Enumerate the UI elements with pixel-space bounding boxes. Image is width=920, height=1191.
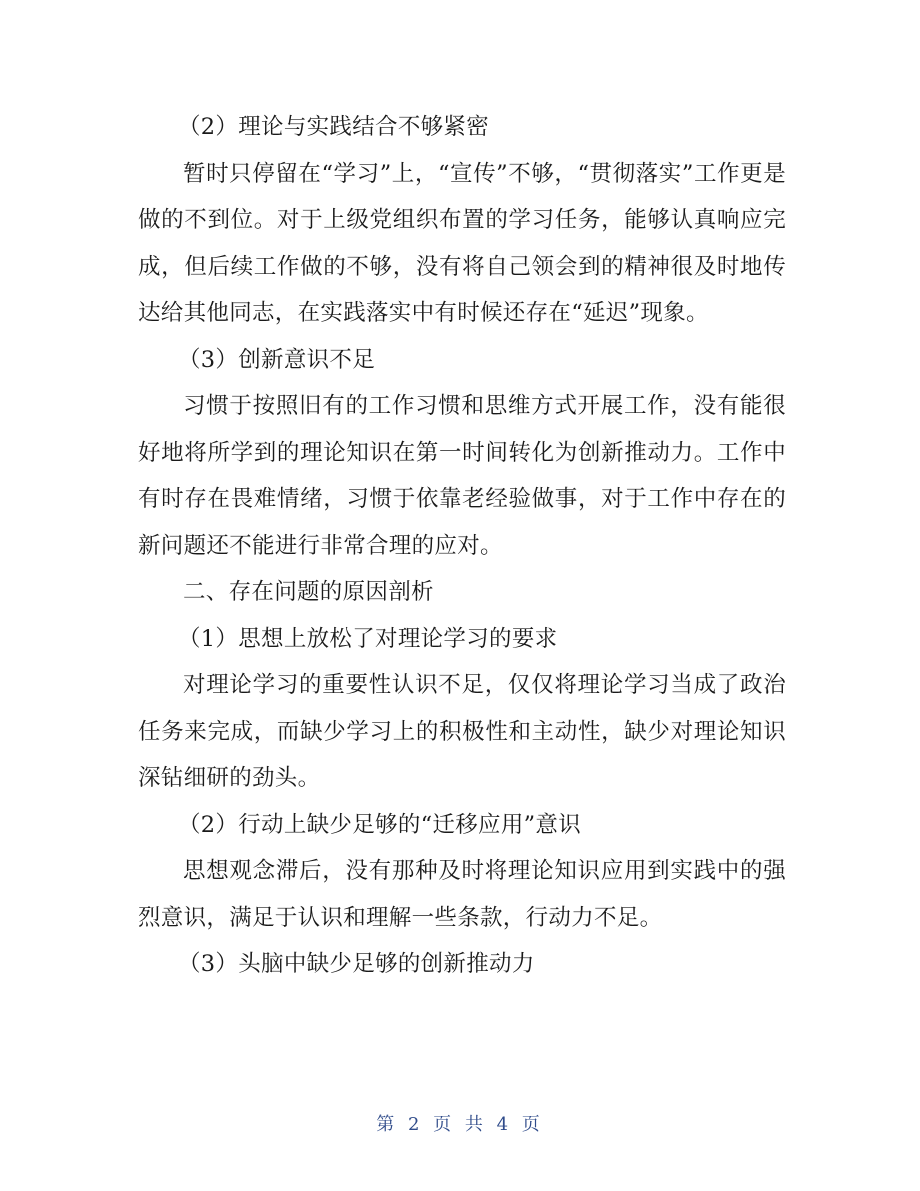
subheading-theory-practice: （2）理论与实践结合不够紧密	[178, 114, 490, 140]
paragraph-action: 思想观念滞后，没有那种及时将理论知识应用到实践中的强烈意识，满足于认识和理解一些条款，行动力不足。	[138, 858, 786, 931]
paragraph-theory-practice: 暂时只停留在“学习”上，“宣传”不够，“贯彻落实”工作更是做的不到位。对于上级党组织布置的学习任务，能够认真响应完成，但后续工作做的不够，没有将自己领会到的精神很及时地传达给其他同志，在实践落实中有时候还存在“延迟”现象。	[138, 160, 786, 326]
paragraph-innovation-awareness: 习惯于按照旧有的工作习惯和思维方式开展工作，没有能很好地将所学到的理论知识在第一时间转化为创新推动力。工作中有时存在畏难情绪，习惯于依靠老经验做事，对于工作中存在的新问题还不能进行非常合理的应对。	[138, 393, 786, 559]
paragraph-ideology: 对理论学习的重要性认识不足，仅仅将理论学习当成了政治任务来完成，而缺少学习上的积极性和主动性，缺少对理论知识深钻细研的劲头。	[138, 672, 786, 791]
subheading-action: （2）行动上缺少足够的“迁移应用”意识	[178, 811, 582, 838]
subheading-innovation-awareness: （3）创新意识不足	[178, 346, 376, 373]
subheading-innovation-drive: （3）头脑中缺少足够的创新推动力	[178, 951, 535, 977]
page-number-footer: 第 2 页 共 4 页	[376, 1114, 544, 1135]
document-body	[138, 104, 786, 988]
subheading-ideology: （1）思想上放松了对理论学习的要求	[178, 625, 558, 652]
section-heading-cause-analysis: 二、存在问题的原因剖析	[183, 579, 434, 605]
